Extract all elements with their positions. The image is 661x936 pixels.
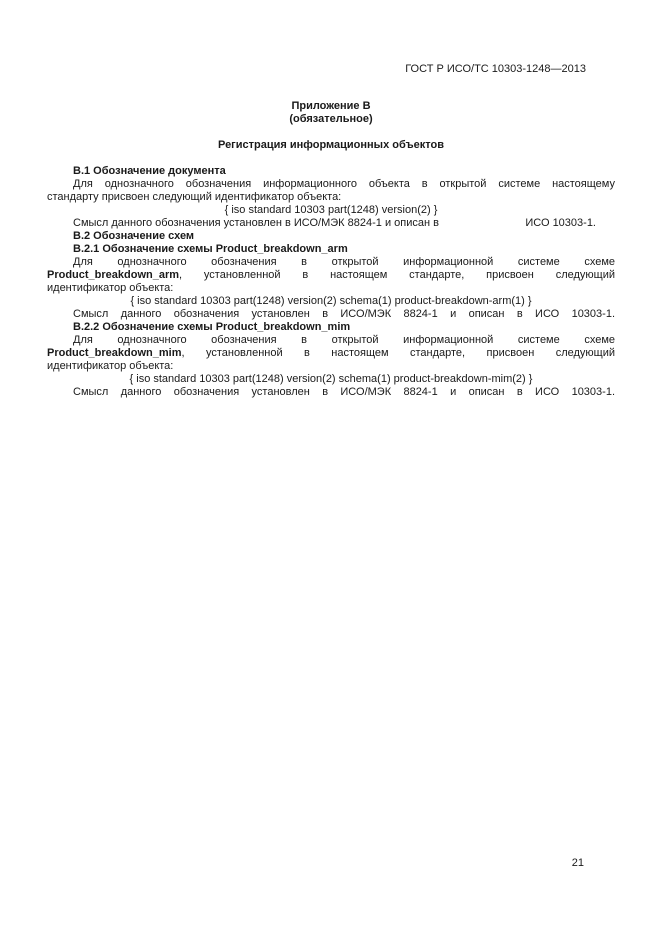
document-body [47,165,615,399]
b1-paragraph-line-2: стандарту присвоен следующий идентификатор объекта: [47,191,342,203]
b22-paragraph-line-2-rest: , установленной в настоящем стандарте, присвоен следующий [181,347,615,359]
b21-schema-name: Product_breakdown_arm [47,269,180,281]
section-b21-heading: В.2.1 Обозначение схемы Product_breakdown_arm [73,243,348,255]
b22-paragraph-line-2 [47,347,615,360]
b21-object-identifier: { iso standard 10303 part(1248) version(2) schema(1) product-breakdown-arm(1) } [130,295,532,307]
b1-meaning-left: Смысл данного обозначения установлен в ИСО/МЭК 8824-1 и описан в [73,217,439,229]
b21-meaning-line: Смысл данного обозначения установлен в ИСО/МЭК 8824-1 и описан в ИСО 10303-1. [73,308,615,320]
b1-paragraph-line-1: Для однозначного обозначения информационного объекта в открытой системе настоящему [73,178,615,190]
b22-object-identifier: { iso standard 10303 part(1248) version(2) schema(1) product-breakdown-mim(2) } [129,373,533,385]
appendix-heading: Регистрация информационных объектов [218,139,444,151]
section-b2-heading: В.2 Обозначение схем [73,230,195,242]
section-b1-heading: В.1 Обозначение документа [73,165,226,177]
appendix-title: Приложение В [291,100,371,112]
b1-meaning-line [47,217,615,230]
b22-paragraph-line-3: идентификатор объекта: [47,360,174,372]
b21-paragraph-line-2 [47,269,615,282]
b21-paragraph-line-1: Для однозначного обозначения в открытой информационной системе схеме [73,256,615,268]
appendix-subtitle: (обязательное) [289,113,373,125]
b1-object-identifier: { iso standard 10303 part(1248) version(2) } [224,204,438,216]
b22-paragraph-line-1: Для однозначного обозначения в открытой информационной системе схеме [73,334,615,346]
b21-paragraph-line-3: идентификатор объекта: [47,282,174,294]
appendix-title-block [47,100,615,152]
b22-schema-name: Product_breakdown_mim [47,347,182,359]
page-number: 21 [571,857,584,869]
running-header: ГОСТ Р ИСО/ТС 10303-1248—2013 [405,63,586,75]
b1-meaning-right: ИСО 10303-1. [525,217,596,229]
section-b22-heading: В.2.2 Обозначение схемы Product_breakdown_mim [73,321,351,333]
b21-paragraph-line-2-rest: , установленной в настоящем стандарте, присвоен следующий [179,269,615,281]
b22-meaning-line: Смысл данного обозначения установлен в ИСО/МЭК 8824-1 и описан в ИСО 10303-1. [73,386,615,398]
